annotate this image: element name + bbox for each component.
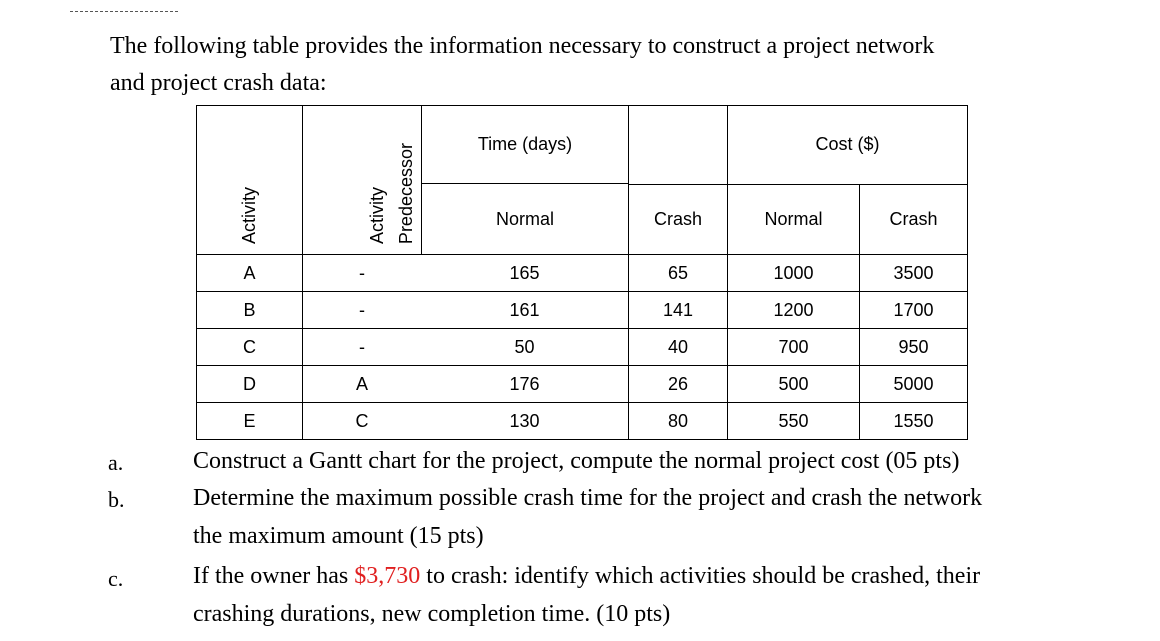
dashed-separator xyxy=(70,11,178,12)
question-a-letter: a. xyxy=(108,450,124,475)
cell-pred: - xyxy=(359,299,365,320)
question-c-pre: If the owner has xyxy=(193,563,355,589)
cell-normal-cost: 700 xyxy=(728,329,860,366)
header-time-normal: Normal xyxy=(422,183,628,254)
cell-crash-cost: 1550 xyxy=(860,403,968,440)
cell-normal-cost: 1200 xyxy=(728,292,860,329)
cell-normal-time: 130 xyxy=(509,410,540,431)
cell-pred: A xyxy=(355,373,368,394)
cell-activity: A xyxy=(197,255,303,292)
crash-data-table xyxy=(196,105,968,440)
cell-normal-cost: 500 xyxy=(728,366,860,403)
cell-normal-time: 176 xyxy=(509,373,540,394)
cell-pred-time xyxy=(303,403,629,440)
cell-normal-time: 161 xyxy=(509,299,540,320)
question-c-letter: c. xyxy=(108,566,124,591)
cell-activity: B xyxy=(197,292,303,329)
cell-normal-cost: 550 xyxy=(728,403,860,440)
cell-crash-time: 65 xyxy=(629,255,728,292)
intro-line-2: and project crash data: xyxy=(110,70,327,96)
table-row xyxy=(197,329,968,366)
question-b-line-2: the maximum amount (15 pts) xyxy=(193,523,484,549)
cell-crash-cost: 1700 xyxy=(860,292,968,329)
header-time: Time (days) xyxy=(477,134,573,154)
header-activity xyxy=(197,106,303,255)
cell-activity: E xyxy=(197,403,303,440)
table-row xyxy=(197,366,968,403)
cell-pred-time xyxy=(303,292,629,329)
header-time-spacer xyxy=(629,106,728,185)
question-c-post: to crash: identify which activities should be crashed, their xyxy=(420,563,981,589)
header-cost-crash: Crash xyxy=(860,184,968,254)
cell-pred-time xyxy=(303,255,629,292)
cell-pred-time xyxy=(303,329,629,366)
cell-crash-time: 40 xyxy=(629,329,728,366)
cell-crash-time: 141 xyxy=(629,292,728,329)
cell-crash-cost: 950 xyxy=(860,329,968,366)
cell-normal-time: 50 xyxy=(514,336,535,357)
cell-activity: D xyxy=(197,366,303,403)
header-pred-bottom-label: Activity xyxy=(367,186,387,244)
cell-normal-cost: 1000 xyxy=(728,255,860,292)
header-pred-top-label: Predecessor xyxy=(396,142,416,244)
cell-pred-time xyxy=(303,366,629,403)
cell-pred: - xyxy=(359,336,365,357)
question-b-text xyxy=(193,479,1093,555)
cell-crash-time: 26 xyxy=(629,366,728,403)
header-predecessor xyxy=(303,106,629,255)
question-c-line-1 xyxy=(193,557,1093,595)
header-cost: Cost ($) xyxy=(728,106,968,185)
table-row xyxy=(197,403,968,440)
cell-crash-cost: 5000 xyxy=(860,366,968,403)
question-b-line-1: Determine the maximum possible crash time for the project and crash the network xyxy=(193,485,983,511)
cell-normal-time: 165 xyxy=(509,262,540,283)
cell-pred: - xyxy=(359,262,365,283)
cell-pred: C xyxy=(355,410,369,431)
intro-paragraph xyxy=(110,28,1110,102)
cell-crash-time: 80 xyxy=(629,403,728,440)
question-c-text xyxy=(193,557,1093,633)
question-c-line-2: crashing durations, new completion time. (10 pts) xyxy=(193,601,671,627)
table-row xyxy=(197,255,968,292)
question-c-amount: $3,730 xyxy=(354,563,421,589)
header-cost-normal: Normal xyxy=(728,184,860,254)
cell-crash-cost: 3500 xyxy=(860,255,968,292)
cell-activity: C xyxy=(197,329,303,366)
table-row xyxy=(197,292,968,329)
intro-line-1: The following table provides the information necessary to construct a project network xyxy=(110,33,935,59)
header-time-crash: Crash xyxy=(629,184,728,254)
question-b-letter: b. xyxy=(108,487,125,512)
question-a-text: Construct a Gantt chart for the project, compute the normal project cost (05 pts) xyxy=(193,448,960,474)
header-activity-label: Activity xyxy=(239,186,259,244)
